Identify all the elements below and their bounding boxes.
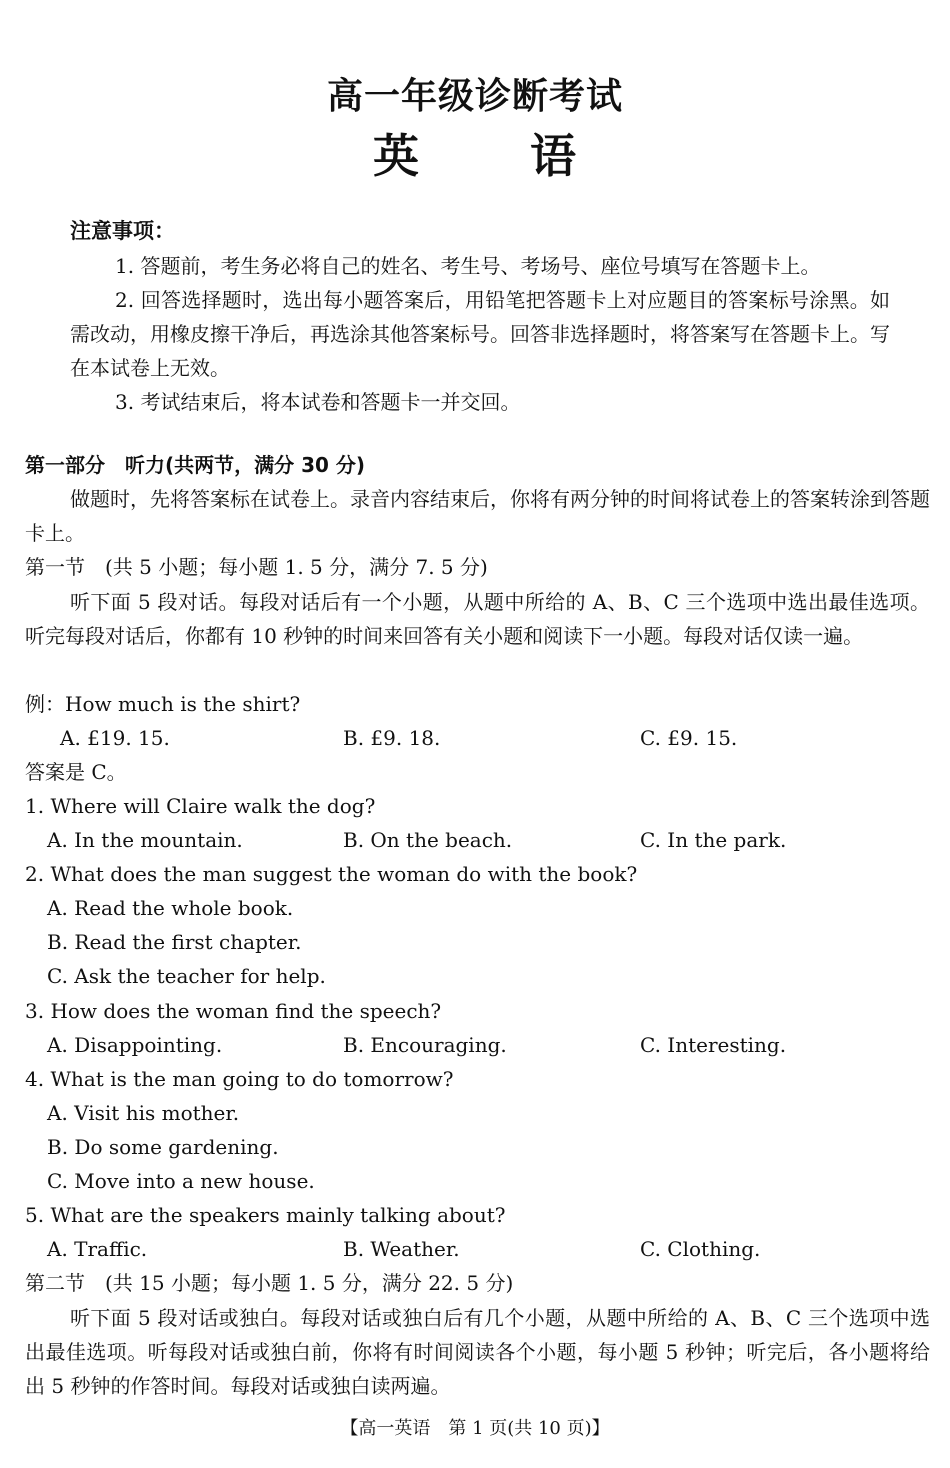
section2-heading: 第二节 (共 15 小题；每小题 1. 5 分，满分 22. 5 分) xyxy=(25,1271,514,1295)
example-option-c: C. £9. 15. xyxy=(640,726,738,750)
question-2-option-b: B. Read the first chapter. xyxy=(47,930,302,954)
notes-item-2: 2. 回答选择题时，选出每小题答案后，用铅笔把答题卡上对应题目的答案标号涂黑。如需改动，用橡皮擦干净后，再选涂其他答案标号。回答非选择题时，将答案写在答题卡上。写在本试卷上无效。 xyxy=(70,288,890,380)
question-1-option-a: A. In the mountain. xyxy=(47,828,243,852)
question-3-option-a: A. Disappointing. xyxy=(47,1033,223,1057)
example-question: 例：How much is the shirt? xyxy=(25,692,301,716)
question-3-option-b: B. Encouraging. xyxy=(343,1033,507,1057)
question-5-option-b: B. Weather. xyxy=(343,1237,460,1261)
question-4-option-b: B. Do some gardening. xyxy=(47,1135,279,1159)
question-4-option-c: C. Move into a new house. xyxy=(47,1169,315,1193)
notes-item-1: 1. 答题前，考生务必将自己的姓名、考生号、考场号、座位号填写在答题卡上。 xyxy=(115,254,821,278)
subject-char-left: 英 xyxy=(373,129,420,183)
question-5: 5. What are the speakers mainly talking about? xyxy=(25,1203,506,1227)
subject-char-right: 语 xyxy=(530,129,577,183)
example-option-a: A. £19. 15. xyxy=(60,726,170,750)
notes-heading: 注意事项： xyxy=(70,219,175,243)
question-1: 1. Where will Claire walk the dog? xyxy=(25,794,376,818)
part1-heading: 第一部分 听力(共两节，满分 30 分) xyxy=(25,453,366,477)
question-2-option-a: A. Read the whole book. xyxy=(47,896,294,920)
question-3-option-c: C. Interesting. xyxy=(640,1033,787,1057)
question-3: 3. How does the woman find the speech? xyxy=(25,999,442,1023)
section1-heading: 第一节 (共 5 小题；每小题 1. 5 分，满分 7. 5 分) xyxy=(25,555,488,579)
notes-item-3: 3. 考试结束后，将本试卷和答题卡一并交回。 xyxy=(115,390,521,414)
question-2: 2. What does the man suggest the woman do with the book? xyxy=(25,862,638,886)
page-footer: 【高一英语 第 1 页(共 10 页)】 xyxy=(340,1418,610,1439)
section2-instructions: 听下面 5 段对话或独白。每段对话或独白后有几个小题，从题中所给的 A、B、C 三个选项中选出最佳选项。听每段对话或独白前，你将有时间阅读各个小题，每小题 5 秒钟；听完后，各小题将给出 5 秒钟的作答时间。每段对话或独白读两遍。 xyxy=(25,1306,930,1398)
question-2-option-c: C. Ask the teacher for help. xyxy=(47,964,326,988)
question-1-option-b: B. On the beach. xyxy=(343,828,513,852)
section1-instructions: 听下面 5 段对话。每段对话后有一个小题，从题中所给的 A、B、C 三个选项中选出最佳选项。听完每段对话后，你都有 10 秒钟的时间来回答有关小题和阅读下一小题。每段对话仅读一遍。 xyxy=(25,590,930,648)
question-5-option-c: C. Clothing. xyxy=(640,1237,761,1261)
question-4-option-a: A. Visit his mother. xyxy=(47,1101,240,1125)
example-option-b: B. £9. 18. xyxy=(343,726,441,750)
question-4: 4. What is the man going to do tomorrow? xyxy=(25,1067,454,1091)
question-5-option-a: A. Traffic. xyxy=(47,1237,148,1261)
part1-instructions: 做题时，先将答案标在试卷上。录音内容结束后，你将有两分钟的时间将试卷上的答案转涂到答题卡上。 xyxy=(25,487,930,545)
example-answer: 答案是 C。 xyxy=(25,760,127,784)
subject-title xyxy=(0,120,950,186)
exam-title: 高一年级诊断考试 xyxy=(326,76,623,117)
question-1-option-c: C. In the park. xyxy=(640,828,787,852)
